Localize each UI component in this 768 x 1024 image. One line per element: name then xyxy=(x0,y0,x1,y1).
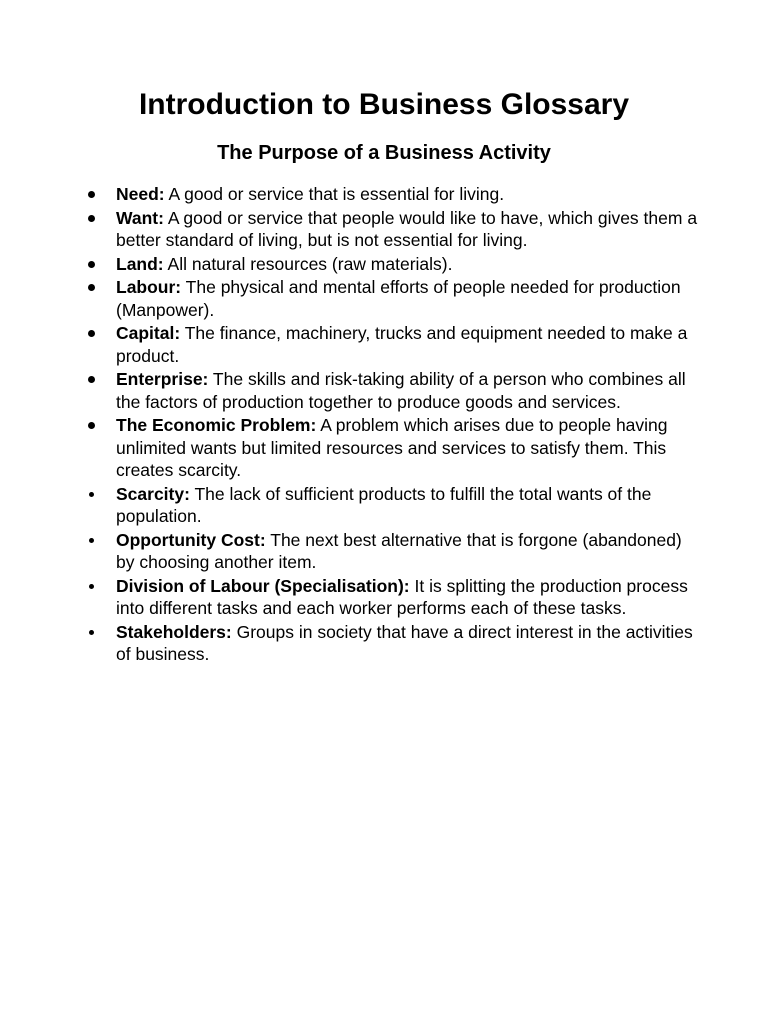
list-item xyxy=(88,368,703,413)
glossary-term: Capital: xyxy=(116,323,181,343)
list-item xyxy=(88,207,703,252)
list-item xyxy=(88,529,703,574)
bullet-icon xyxy=(88,261,95,268)
glossary-term: Land: xyxy=(116,253,164,274)
bullet-icon xyxy=(89,492,94,497)
list-item xyxy=(88,575,703,620)
glossary-definition: A problem which arises due to people having unlimited wants but limited resources and services to satisfy them. This creates scarcity. xyxy=(116,415,668,480)
glossary-term: Need: xyxy=(116,184,165,204)
bullet-icon xyxy=(88,330,95,337)
glossary-term: Labour: xyxy=(116,277,182,297)
glossary-definition: It is splitting the production process into different tasks and each worker performs each of these tasks. xyxy=(116,575,688,618)
glossary-definition: The lack of sufficient products to fulfill the total wants of the population. xyxy=(116,483,652,526)
glossary-list xyxy=(88,183,703,667)
glossary-term: The Economic Problem: xyxy=(116,415,317,435)
list-item xyxy=(88,621,703,666)
bullet-icon xyxy=(88,191,95,198)
bullet-icon xyxy=(88,422,95,429)
list-item xyxy=(88,276,703,321)
glossary-term: Enterprise: xyxy=(116,369,209,389)
glossary-definition: The finance, machinery, trucks and equipment needed to make a product. xyxy=(116,323,688,366)
glossary-definition: The next best alternative that is forgone (abandoned) by choosing another item. xyxy=(116,529,682,572)
list-item xyxy=(88,253,703,276)
glossary-definition: All natural resources (raw materials). xyxy=(163,253,453,274)
bullet-icon xyxy=(89,584,94,589)
glossary-definition: The physical and mental efforts of people needed for production (Manpower). xyxy=(116,277,681,320)
glossary-definition: Groups in society that have a direct interest in the activities of business. xyxy=(116,621,693,664)
glossary-definition: The skills and risk-taking ability of a person who combines all the factors of production together to produce goods and services. xyxy=(116,369,686,412)
glossary-term: Want: xyxy=(116,207,164,228)
page-subtitle: The Purpose of a Business Activity xyxy=(217,142,551,164)
bullet-icon xyxy=(88,215,95,222)
bullet-icon xyxy=(89,538,94,543)
bullet-icon xyxy=(88,284,95,291)
list-item xyxy=(88,183,703,206)
glossary-term: Opportunity Cost: xyxy=(116,529,266,550)
page-title: Introduction to Business Glossary xyxy=(138,88,630,121)
glossary-term: Division of Labour (Specialisation): xyxy=(116,575,410,596)
glossary-term: Stakeholders: xyxy=(116,621,232,642)
bullet-icon xyxy=(89,630,94,635)
glossary-term: Scarcity: xyxy=(116,483,190,504)
list-item xyxy=(88,483,703,528)
list-item xyxy=(88,414,703,482)
glossary-definition: A good or service that is essential for living. xyxy=(164,184,505,204)
list-item xyxy=(88,322,703,367)
glossary-definition: A good or service that people would like to have, which gives them a better standard of living, but is not essential for living. xyxy=(116,207,698,250)
bullet-icon xyxy=(88,376,95,383)
